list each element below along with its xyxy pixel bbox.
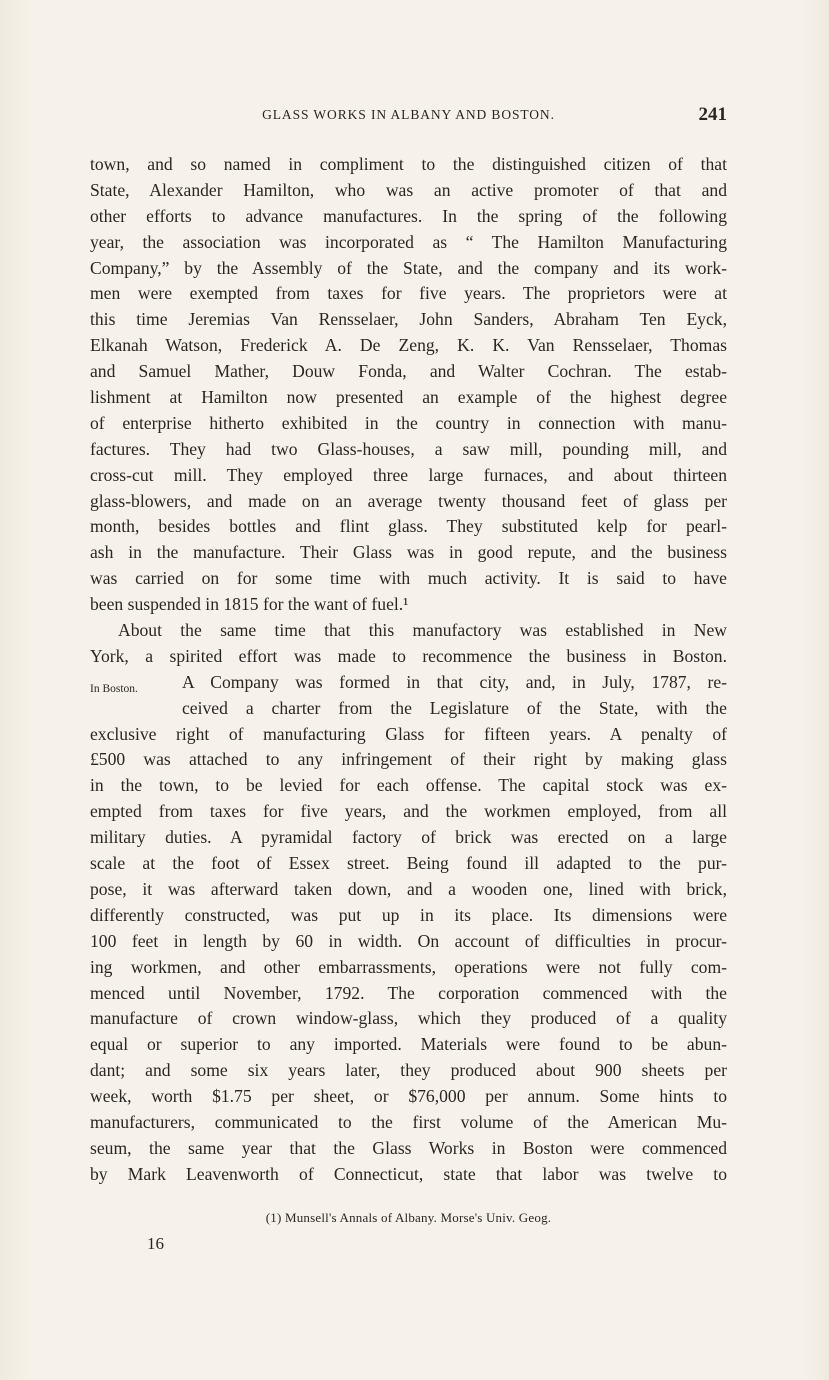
text-line: differently constructed, was put up in its place. Its dimensions were (90, 904, 727, 925)
text-line: been suspended in 1815 for the want of fuel.¹ (90, 594, 409, 615)
text-line: was carried on for some time with much activity. It is said to have (90, 568, 727, 589)
text-line: exclusive right of manufacturing Glass for fifteen years. A penalty of (90, 723, 727, 744)
text-line: factures. They had two Glass-houses, a saw mill, pounding mill, and (90, 438, 727, 459)
text-line: 100 feet in length by 60 in width. On account of difficulties in procur- (90, 930, 727, 951)
text-line: £500 was attached to any infringement of their right by making glass (90, 749, 727, 770)
running-title: GLASS WORKS IN ALBANY AND BOSTON. (262, 107, 555, 122)
text-line: manufacture of crown window-glass, which they produced of a quality (90, 1008, 727, 1029)
text-line: manufacturers, communicated to the first volume of the American Mu- (90, 1111, 727, 1132)
page-header (90, 104, 727, 128)
text-line: Elkanah Watson, Frederick A. De Zeng, K. K. Van Rensselaer, Thomas (90, 335, 727, 356)
text-line: military duties. A pyramidal factory of brick was erected on a large (90, 827, 727, 848)
text-line: Company,” by the Assembly of the State, and the company and its work- (90, 257, 727, 278)
page-number: 241 (698, 104, 727, 125)
text-line: town, and so named in compliment to the distinguished citizen of that (90, 154, 727, 174)
text-line: About the same time that this manufactory was established in New (118, 620, 727, 641)
text-line: equal or superior to any imported. Materials were found to be abun- (90, 1034, 727, 1055)
text-line: scale at the foot of Essex street. Being found ill adapted to the pur- (90, 853, 727, 874)
text-line: seum, the same year that the Glass Works in Boston were commenced (90, 1137, 727, 1158)
text-line: year, the association was incorporated as “ The Hamilton Manufacturing (90, 231, 727, 252)
text-line: other efforts to advance manufactures. In the spring of the following (90, 205, 727, 226)
text-line: ceived a charter from the Legislature of the State, with the (182, 697, 727, 718)
text-line: by Mark Leavenworth of Connecticut, state that labor was twelve to (90, 1163, 727, 1184)
text-line: ash in the manufacture. Their Glass was in good repute, and the business (90, 542, 727, 563)
text-line: month, besides bottles and flint glass. They substituted kelp for pearl- (90, 516, 727, 537)
text-line: men were exempted from taxes for five years. The proprietors were at (90, 283, 727, 304)
text-line: dant; and some six years later, they produced about 900 sheets per (90, 1060, 727, 1081)
footnote: (1) Munsell's Annals of Albany. Morse's Univ. Geog. (265, 1210, 552, 1225)
signature-mark: 16 (147, 1234, 164, 1253)
text-line: glass-blowers, and made on an average twenty thousand feet of glass per (90, 490, 727, 511)
body-text (90, 152, 727, 1188)
text-line: lishment at Hamilton now presented an example of the highest degree (90, 387, 727, 408)
text-line: York, a spirited effort was made to recommence the business in Boston. (90, 645, 727, 666)
text-line: State, Alexander Hamilton, who was an active promoter of that and (90, 179, 727, 200)
text-line: this time Jeremias Van Rensselaer, John Sanders, Abraham Ten Eyck, (90, 309, 727, 330)
text-line: pose, it was afterward taken down, and a wooden one, lined with brick, (90, 878, 727, 899)
text-line: empted from taxes for five years, and the workmen employed, from all (90, 801, 727, 822)
text-line: and Samuel Mather, Douw Fonda, and Walter Cochran. The estab- (90, 361, 727, 382)
text-line: in the town, to be levied for each offense. The capital stock was ex- (90, 775, 727, 796)
text-line: week, worth $1.75 per sheet, or $76,000 per annum. Some hints to (90, 1086, 727, 1107)
text-line: cross-cut mill. They employed three large furnaces, and about thirteen (90, 464, 727, 485)
text-line: of enterprise hitherto exhibited in the country in connection with manu- (90, 412, 727, 433)
margin-sidenote: In Boston. (90, 683, 138, 695)
text-line: ing workmen, and other embarrassments, operations were not fully com- (90, 956, 727, 977)
text-line: menced until November, 1792. The corporation commenced with the (90, 982, 727, 1003)
text-line: A Company was formed in that city, and, in July, 1787, re- (182, 671, 727, 692)
